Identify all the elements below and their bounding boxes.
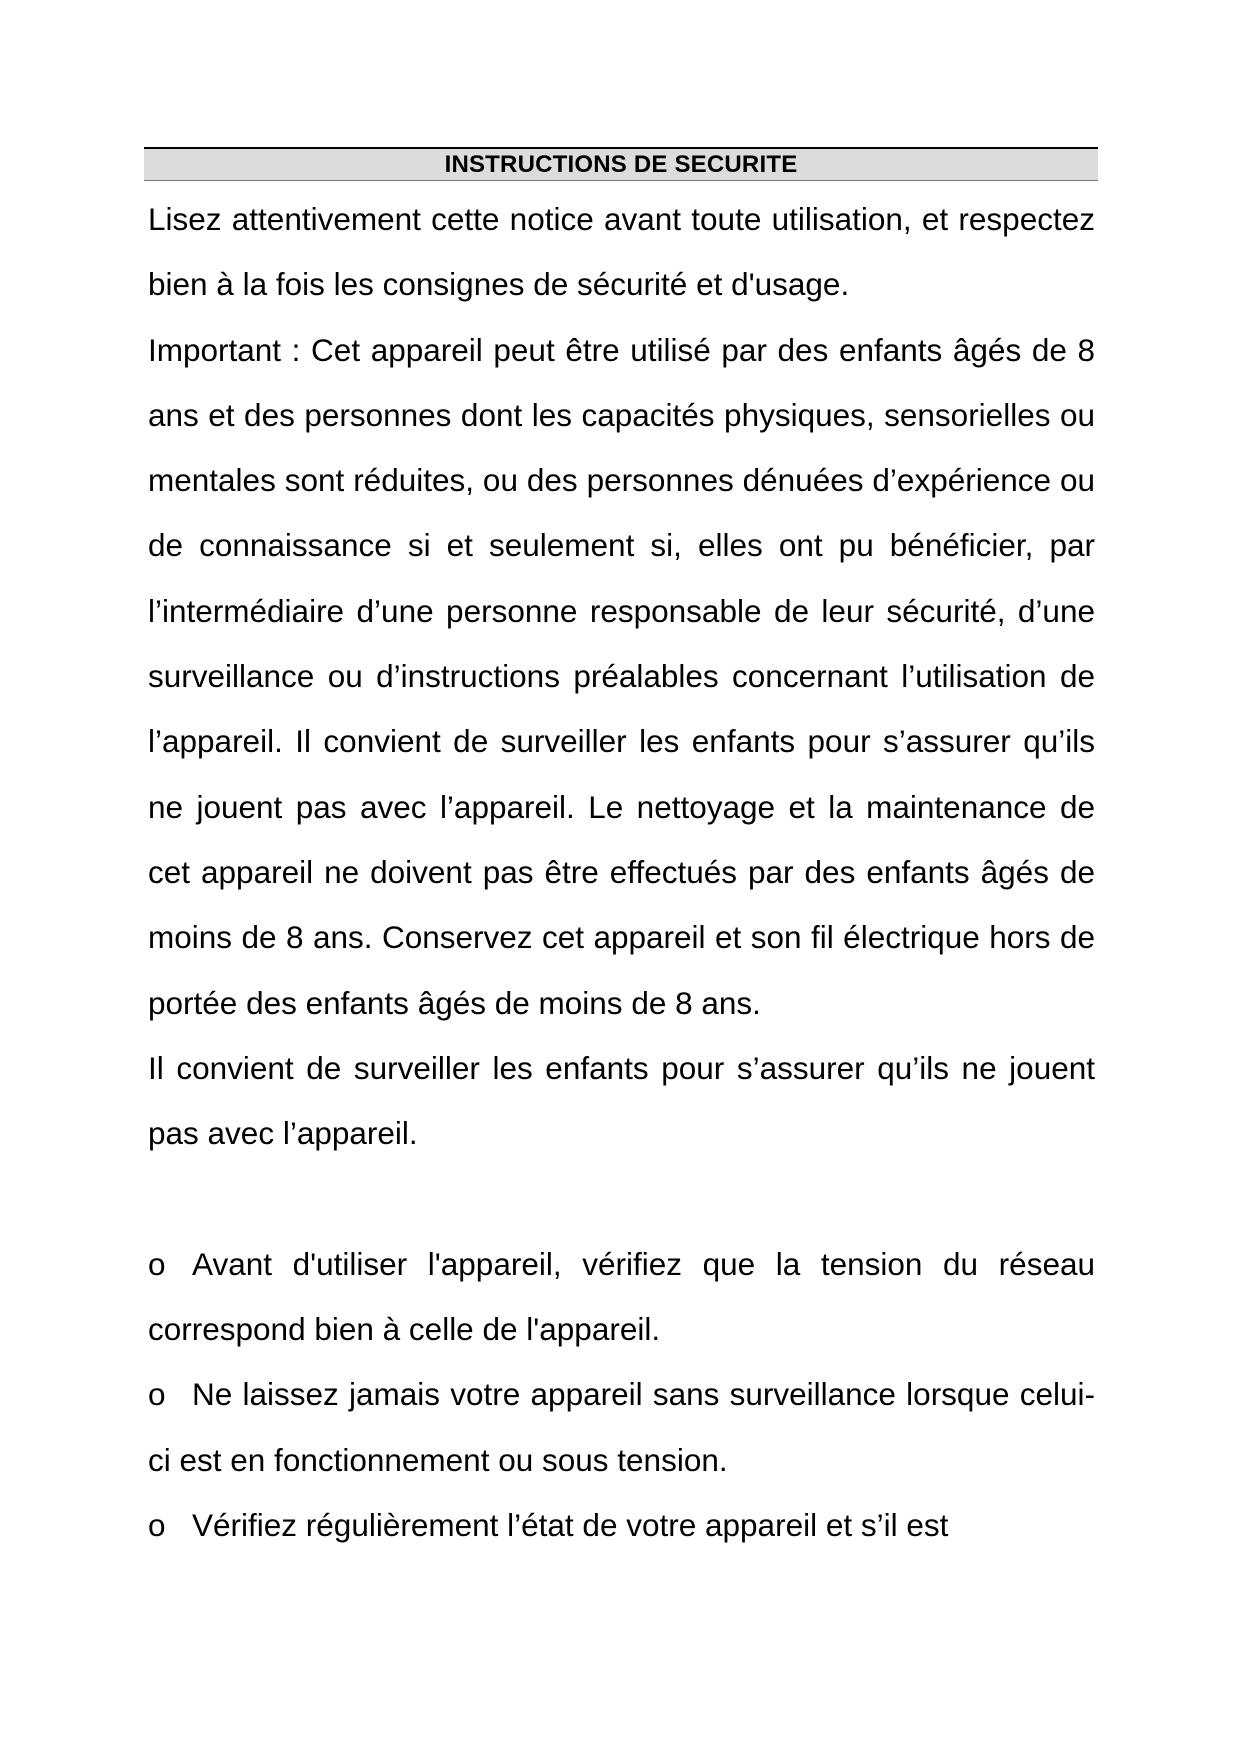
paragraph-spacer <box>148 1166 1095 1231</box>
bullet-text: Vérifiez régulièrement l’état de votre appareil et s’il est <box>192 1506 949 1543</box>
important-paragraph: Important : Cet appareil peut être utilisé par des enfants âgés de 8 ans et des personnes dont les capacités physiques, sensorielles ou mentales sont réduites, ou des personnes dénuées d’expérience ou de connaissance si et seulement si, elles ont pu bénéficier, par l’intermédiaire d’une personne responsable de leur sécurité, d’une surveillance ou d’instructions préalables concernant l’utilisation de l’appareil. Il convient de surveiller les enfants pour s’assurer qu’ils ne jouent pas avec l’appareil. Le nettoyage et la maintenance de cet appareil ne doivent pas être effectués par des enfants âgés de moins de 8 ans. Conservez cet appareil et son fil électrique hors de portée des enfants âgés de moins de 8 ans. <box>148 331 1095 1021</box>
bullet-item-check <box>148 1493 1095 1558</box>
bullet-text: Avant d'utiliser l'appareil, vérifiez que la tension du réseau correspond bien à celle de l'appareil. <box>148 1245 1095 1348</box>
bullet-marker: o <box>148 1376 166 1413</box>
bullet-marker: o <box>148 1506 166 1543</box>
bullet-item-voltage <box>148 1232 1095 1363</box>
section-title: INSTRUCTIONS DE SECURITE <box>444 150 798 178</box>
bullet-text: Ne laissez jamais votre appareil sans surveillance lorsque celui-ci est en fonctionnement ou sous tension. <box>148 1376 1095 1478</box>
section-header-band <box>144 147 1098 181</box>
bullet-marker: o <box>148 1245 166 1282</box>
bullet-item-unattended <box>148 1362 1095 1493</box>
document-body <box>148 187 1095 1558</box>
supervision-paragraph: Il convient de surveiller les enfants pour s’assurer qu’ils ne jouent pas avec l’appareil. <box>148 1049 1095 1152</box>
intro-paragraph: Lisez attentivement cette notice avant toute utilisation, et respectez bien à la fois les consignes de sécurité et d'usage. <box>148 201 1095 303</box>
